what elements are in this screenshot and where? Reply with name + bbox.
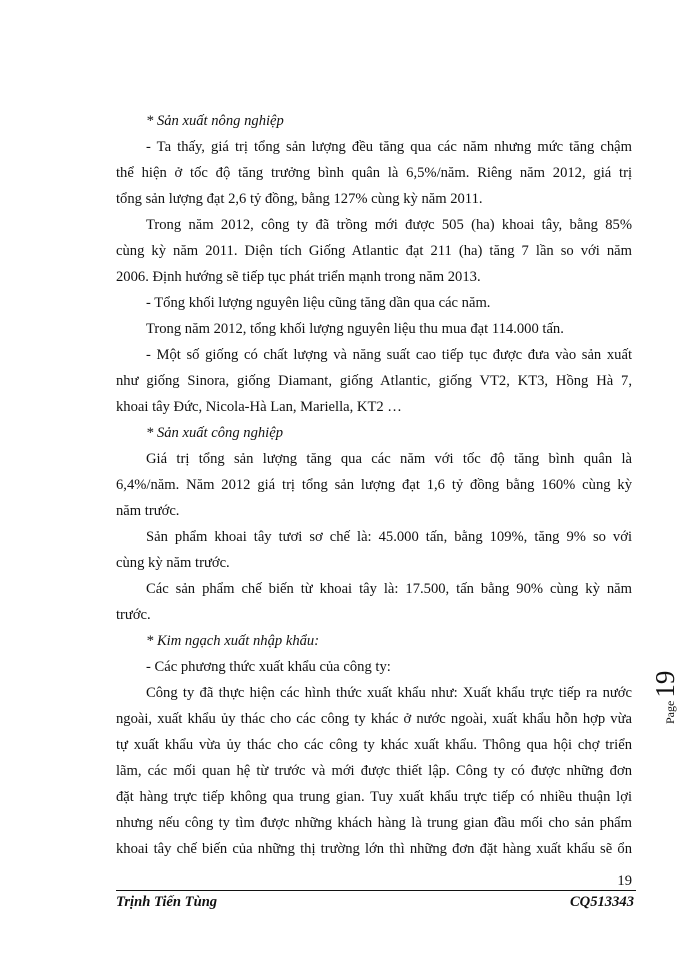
text-line: 2006. Định hướng sẽ tiếp tục phát triển mạnh trong năm 2013. [116,269,481,285]
text-line: cùng kỳ năm 2011. Diện tích Giống Atlantic đạt 211 (ha) tăng 7 lần so với năm [116,243,632,259]
text-line: tự xuất khẩu vừa ủy thác cho các công ty khác xuất khẩu. Thông qua hội chợ triển [116,737,632,753]
text-line: Trong năm 2012, công ty đã trồng mới được 505 (ha) khoai tây, bằng 85% [146,217,632,233]
side-page-label [650,668,680,728]
text-line: lãm, các mối quan hệ từ trước và mới được thiết lập. Công ty có được những đơn [116,763,632,779]
text-line: - Một số giống có chất lượng và năng suất cao tiếp tục được đưa vào sản xuất [146,347,632,363]
text-line: Công ty đã thực hiện các hình thức xuất khẩu như: Xuất khẩu trực tiếp ra nước [146,685,632,701]
text-line: như giống Sinora, giống Diamant, giống Atlantic, giống VT2, KT3, Hồng Hà 7, [116,373,632,389]
text-line: tổng sản lượng đạt 2,6 tỷ đồng, bằng 127% cùng kỳ năm 2011. [116,191,483,207]
page-number: 19 [617,873,632,889]
section-heading-industry: * Sản xuất công nghiệp [146,425,283,441]
section-heading-agriculture: * Sản xuất nông nghiệp [146,113,284,129]
text-line: - Tổng khối lượng nguyên liệu cũng tăng dần qua các năm. [146,295,491,311]
text-line: cùng kỳ năm trước. [116,555,230,571]
text-line: khoai tây Đức, Nicola-Hà Lan, Mariella, KT2 … [116,399,402,415]
text-line: khoai tây chế biến của những thị trường lớn thì những đơn đặt hàng xuất khẩu sẽ ổn [116,841,632,857]
side-page-word: Page [663,700,677,724]
text-line: Sản phẩm khoai tây tươi sơ chế là: 45.000 tấn, bằng 109%, tăng 9% so với [146,529,632,545]
text-line: ngoài, xuất khẩu ủy thác cho các công ty khác ở nước ngoài, xuất khẩu hỗn hợp vừa [116,711,632,727]
text-line: - Các phương thức xuất khẩu của công ty: [146,659,391,675]
text-line: - Ta thấy, giá trị tổng sản lượng đều tăng qua các năm nhưng mức tăng chậm [146,139,632,155]
text-line: trước. [116,607,151,623]
text-line: thể hiện ở tốc độ tăng trưởng bình quân là 6,5%/năm. Riêng năm 2012, giá trị [116,165,632,181]
text-line: đặt hàng trực tiếp không qua trung gian. Tuy xuất khẩu trực tiếp có nhiều thuận lợi [116,789,632,805]
side-page-number: 19 [650,670,680,698]
text-line: 6,4%/năm. Năm 2012 giá trị tổng sản lượng đạt 1,6 tỷ đồng bằng 160% cùng kỳ [116,477,632,493]
text-line: nhưng nếu công ty tìm được những khách hàng là trung gian đầu mối cho sản phẩm [116,815,632,831]
text-line: năm trước. [116,503,180,519]
text-line: Các sản phẩm chế biến từ khoai tây là: 17.500, tấn bằng 90% cùng kỳ năm [146,581,632,597]
text-line: Trong năm 2012, tổng khối lượng nguyên liệu thu mua đạt 114.000 tấn. [146,321,564,337]
body-text [116,108,632,862]
footer-divider [116,890,636,891]
section-heading-export: * Kim ngạch xuất nhập khẩu: [146,633,320,649]
footer-code: CQ513343 [569,894,634,910]
footer-author: Trịnh Tiến Tùng [116,894,218,910]
text-line: Giá trị tổng sản lượng tăng qua các năm với tốc độ tăng bình quân là [146,451,632,467]
